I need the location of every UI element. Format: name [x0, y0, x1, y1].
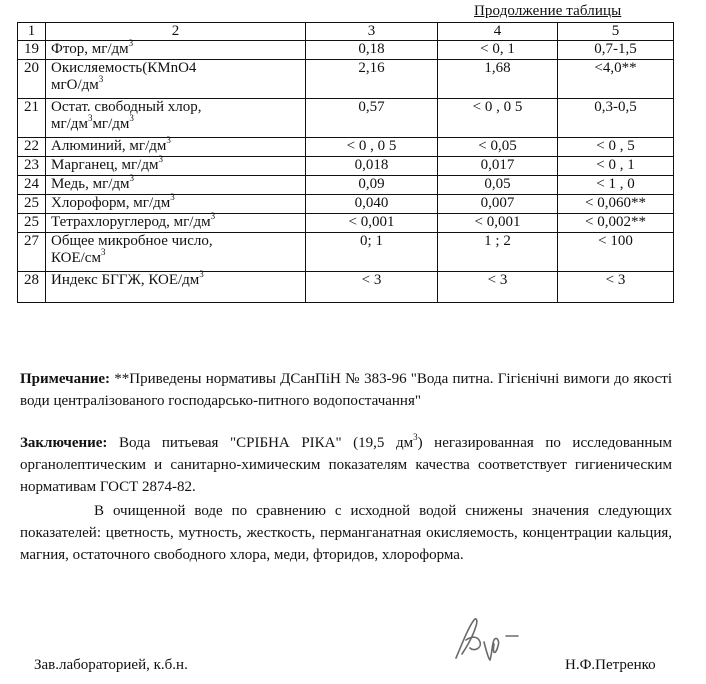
treated-water-value: < 0,05 [438, 138, 558, 157]
table-row [18, 138, 674, 157]
table-row [18, 99, 674, 138]
source-water-value: < 0,001 [306, 214, 438, 233]
indicator-name: Общее микробное число, [51, 233, 213, 249]
table-header-row [18, 23, 674, 41]
indicator-cell [46, 135, 306, 157]
column-header: 5 [558, 23, 674, 41]
norm-value: 0,3-0,5 [558, 99, 674, 138]
signature-mark [448, 614, 528, 664]
norm-value: < 0 , 1 [558, 157, 674, 176]
treated-water-value: 0,017 [438, 157, 558, 176]
row-number: 19 [18, 41, 46, 60]
table-row [18, 272, 674, 303]
indicator-cell [46, 269, 306, 303]
row-number: 23 [18, 157, 46, 176]
column-header: 3 [306, 23, 438, 41]
table-row [18, 157, 674, 176]
source-water-value: 0,018 [306, 157, 438, 176]
unit-superscript: 3 [199, 269, 204, 279]
indicator-name-line2: КОЕ/см [51, 250, 101, 266]
note-text: **Приведены нормативы ДСанПіН № 383-96 "Вода питна. Гігієнічні вимоги до якості води централізованого господарсько-питного водопостачання" [20, 371, 672, 409]
conclusion-paragraph-2: В очищенной воде по сравнению с исходной водой снижены значения следующих показателей: цветность, мутность, жесткость, перманганатная окисляемость, концентрации кальция, магния, остаточного свободного хлора, меди, фторидов, хлороформа. [20, 503, 672, 563]
row-number: 24 [18, 176, 46, 195]
indicator-cell [46, 99, 306, 138]
treated-water-value: < 0, 1 [438, 41, 558, 60]
source-water-value: < 3 [306, 272, 438, 303]
norm-value: < 0,060** [558, 195, 674, 214]
table-row [18, 195, 674, 214]
row-number: 20 [18, 60, 46, 99]
source-water-value: 0,09 [306, 176, 438, 195]
unit-superscript: 3 [129, 173, 135, 183]
indicator-name-line2: мгО/дм [51, 77, 99, 93]
source-water-value: 0,040 [306, 195, 438, 214]
table-row [18, 233, 674, 272]
norm-value: < 0 , 5 [558, 138, 674, 157]
source-water-value: 0; 1 [306, 233, 438, 272]
norm-value: < 3 [558, 272, 674, 303]
row-number: 25 [18, 214, 46, 233]
indicator-cell [46, 38, 306, 60]
indicator-name: Окисляемость(КМnO4 [51, 60, 197, 76]
source-water-value: 2,16 [306, 60, 438, 99]
treated-water-value: < 3 [438, 272, 558, 303]
norm-value: <4,0** [558, 60, 674, 99]
indicator-cell [46, 60, 306, 99]
indicator-name: Хлороформ, мг/дм [51, 195, 171, 211]
indicator-name: Индекс БГГЖ, КОЕ/дм [51, 272, 200, 288]
treated-water-value: 0,007 [438, 195, 558, 214]
indicator-cell [46, 154, 306, 176]
norm-value: < 0,002** [558, 214, 674, 233]
treated-water-value: < 0 , 0 5 [438, 99, 558, 138]
column-header: 1 [18, 23, 46, 41]
indicator-cell [46, 192, 306, 214]
indicator-name: Медь, мг/дм [51, 176, 130, 192]
table-row [18, 176, 674, 195]
unit-superscript: 3 [129, 113, 134, 123]
indicator-cell [46, 211, 306, 233]
indicator-name: Марганец, мг/дм [51, 157, 159, 173]
table-row [18, 214, 674, 233]
indicator-name: Остат. свободный хлор, [51, 99, 202, 115]
table-row [18, 60, 674, 99]
norm-value: 0,7-1,5 [558, 41, 674, 60]
row-number: 21 [18, 99, 46, 138]
conclusion-text-a: Вода питьевая "СРІБНА РІКА" (19,5 дм [118, 435, 414, 451]
column-header: 4 [438, 23, 558, 41]
source-water-value: 0,18 [306, 41, 438, 60]
source-water-value: < 0 , 0 5 [306, 138, 438, 157]
treated-water-value: 1 ; 2 [438, 233, 558, 272]
table-row [18, 41, 674, 60]
indicator-cell [46, 173, 306, 195]
continuation-label: Продолжение таблицы [474, 3, 622, 19]
indicator-name-line2-tail: мг/дм [92, 116, 130, 132]
conclusion-label: Заключение: [20, 435, 108, 451]
row-number: 28 [18, 272, 46, 303]
row-number: 27 [18, 233, 46, 272]
note-paragraph [20, 368, 672, 412]
conclusion-sup: 3 [413, 432, 418, 442]
unit-superscript: 3 [210, 211, 216, 221]
unit-superscript: 3 [100, 247, 106, 257]
footer-signatory-name: Н.Ф.Петренко [565, 657, 656, 673]
norm-value: < 1 , 0 [558, 176, 674, 195]
treated-water-value: 1,68 [438, 60, 558, 99]
indicator-name: Тетрахлоруглерод, мг/дм [51, 214, 211, 230]
unit-superscript: 3 [87, 113, 93, 123]
indicator-name: Фтор, мг/дм [51, 41, 129, 57]
results-table [17, 22, 674, 303]
row-number: 25 [18, 195, 46, 214]
unit-superscript: 3 [166, 135, 171, 145]
treated-water-value: 0,05 [438, 176, 558, 195]
footer-position: Зав.лабораторией, к.б.н. [34, 657, 188, 673]
column-header: 2 [46, 23, 306, 41]
unit-superscript: 3 [170, 192, 175, 202]
unit-superscript: 3 [128, 38, 134, 48]
indicator-name-line2: мг/дм [51, 116, 88, 132]
unit-superscript: 3 [98, 74, 104, 84]
row-number: 22 [18, 138, 46, 157]
source-water-value: 0,57 [306, 99, 438, 138]
norm-value: < 100 [558, 233, 674, 272]
unit-superscript: 3 [158, 154, 163, 164]
indicator-name: Алюминий, мг/дм [51, 138, 167, 154]
conclusion-text-b: ) негазированная по исследованным органолептическим и санитарно-химическим показателям качества соответствует гигиеническим нормативам ГОСТ 2874-82. [20, 435, 672, 495]
indicator-cell [46, 233, 306, 272]
conclusion-paragraph [20, 432, 672, 498]
note-label: Примечание: [20, 371, 111, 387]
treated-water-value: < 0,001 [438, 214, 558, 233]
